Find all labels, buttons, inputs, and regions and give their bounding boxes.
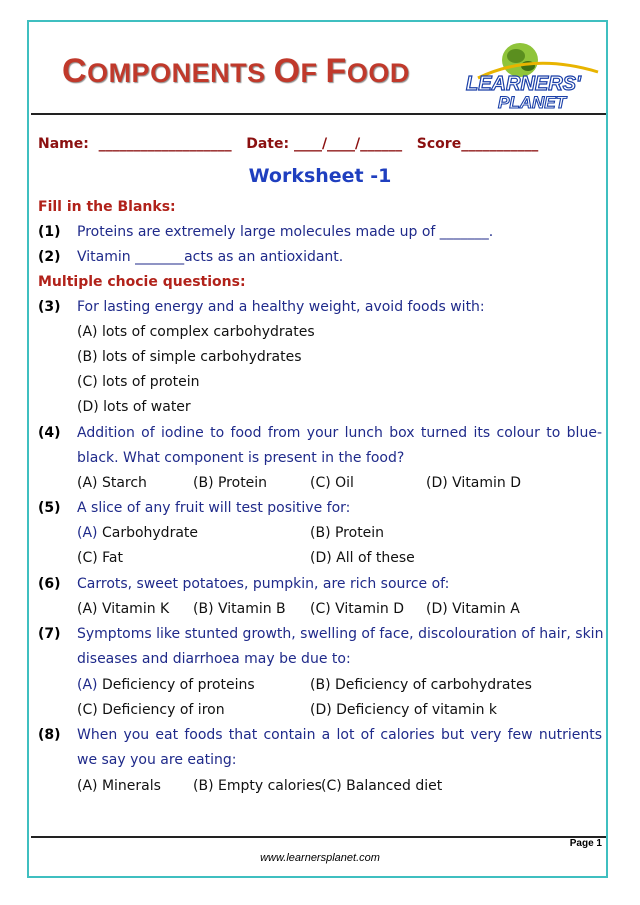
option-a: (A) Deficiency of proteins	[77, 677, 255, 693]
logo-text-planet: PLANET	[498, 93, 566, 112]
header-divider	[31, 113, 606, 115]
option-b: (B) Protein	[193, 475, 268, 491]
question-text-line-1: When you eat foods that contain a lot of calories but very few nutrients	[77, 727, 602, 743]
question-text: A slice of any fruit will test positive for:	[77, 500, 351, 516]
question-text: For lasting energy and a healthy weight, avoid foods with:	[77, 299, 485, 315]
question-text-line-1: Addition of iodine to food from your lunch box turned its colour to blue-	[77, 425, 602, 441]
section-mcq: Multiple chocie questions:	[38, 274, 246, 290]
option-c: (C) Deficiency of iron	[77, 702, 225, 718]
question-number: (5)	[38, 500, 61, 516]
option-b: (B) Deficiency of carbohydrates	[310, 677, 532, 693]
option-b: (B) Protein	[310, 525, 385, 541]
option-d: (D) lots of water	[77, 399, 191, 415]
option-d: (D) All of these	[310, 550, 415, 566]
question-text-line-2: black. What component is present in the food?	[77, 450, 405, 466]
question-text: Carrots, sweet potatoes, pumpkin, are rich source of:	[77, 576, 450, 592]
option-a: (A) lots of complex carbohydrates	[77, 324, 315, 340]
page-title: COMPONENTS OF FOOD	[62, 52, 410, 90]
option-b: (B) Empty calories	[193, 778, 322, 794]
footer-url[interactable]: www.learnersplanet.com	[260, 852, 380, 864]
question-text-line-1: Symptoms like stunted growth, swelling of face, discolouration of hair, skin	[77, 626, 604, 642]
footer-divider	[31, 836, 606, 838]
option-d: (D) Deficiency of vitamin k	[310, 702, 498, 718]
question-number: (8)	[38, 727, 61, 743]
option-d: (D) Vitamin D	[426, 475, 522, 491]
logo-text-learners: LEARNERS'	[466, 73, 581, 95]
option-c: (C) Balanced diet	[321, 778, 443, 794]
option-a: (A) Carbohydrate	[77, 525, 199, 541]
option-c: (C) lots of protein	[77, 374, 200, 390]
option-c: (C) Oil	[310, 475, 354, 491]
option-b: (B) lots of simple carbohydrates	[77, 349, 302, 365]
question-text: Proteins are extremely large molecules made up of _______.	[77, 224, 494, 240]
learners-planet-logo	[458, 38, 606, 112]
question-number: (2)	[38, 249, 61, 265]
student-info-line: Name: ___________________ Date: ____/____/______ Score___________	[38, 136, 539, 152]
option-b: (B) Vitamin B	[193, 601, 286, 617]
option-a: (A) Minerals	[77, 778, 161, 794]
option-a: (A) Vitamin K	[77, 601, 170, 617]
section-fill-blanks: Fill in the Blanks:	[38, 199, 176, 215]
question-number: (4)	[38, 425, 61, 441]
worksheet-title: Worksheet -1	[248, 165, 392, 187]
question-number: (3)	[38, 299, 61, 315]
option-a: (A) Starch	[77, 475, 147, 491]
question-text-line-2: diseases and diarrhoea may be due to:	[77, 651, 351, 667]
option-d: (D) Vitamin A	[426, 601, 520, 617]
question-text: Vitamin _______acts as an antioxidant.	[77, 249, 344, 265]
option-c: (C) Fat	[77, 550, 123, 566]
option-c: (C) Vitamin D	[310, 601, 405, 617]
question-number: (7)	[38, 626, 61, 642]
page-number: Page 1	[569, 838, 602, 849]
question-text-line-2: we say you are eating:	[77, 752, 237, 768]
question-number: (6)	[38, 576, 61, 592]
question-number: (1)	[38, 224, 61, 240]
